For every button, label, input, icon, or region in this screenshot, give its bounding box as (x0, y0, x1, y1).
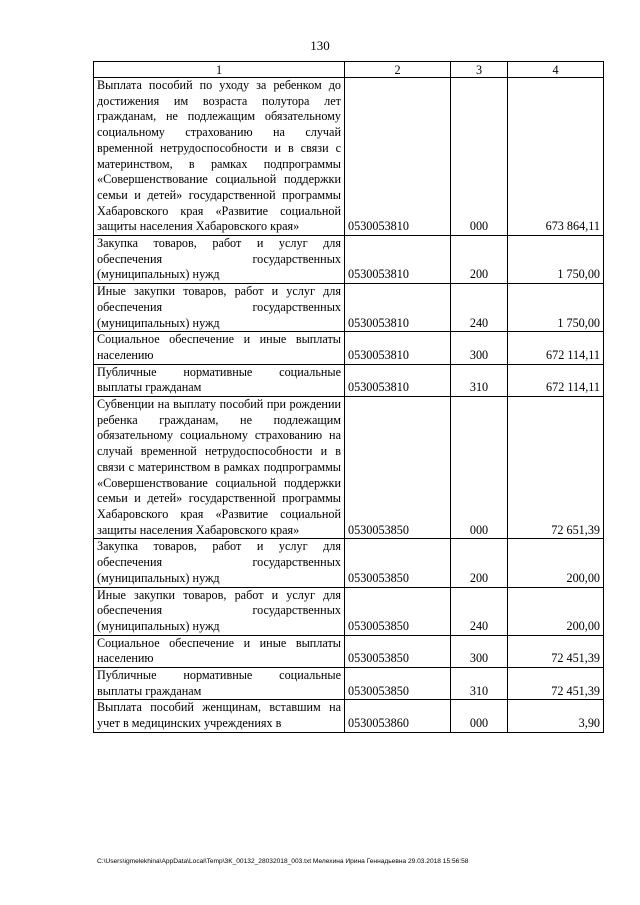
row-description: Субвенции на выплату пособий при рождении ребенка гражданам, не подлежащим обязательному социальному страхованию на случай временной нетрудоспособности и в связи с материнством в рамках подпрограммы «Совершенствование социальной поддержки семьи и детей» государственной программы Хабаровского края «Развитие социальной защиты населения Хабаровского края» (94, 397, 345, 539)
row-amount: 1 750,00 (508, 236, 604, 284)
row-expense-type: 240 (451, 284, 508, 332)
row-amount: 1 750,00 (508, 284, 604, 332)
row-amount: 672 114,11 (508, 332, 604, 364)
table-row (94, 587, 604, 635)
table-row (94, 364, 604, 396)
column-header-4: 4 (508, 62, 604, 78)
row-description: Выплата пособий женщинам, вставшим на учет в медицинских учреждениях в (94, 700, 345, 732)
row-target-code: 0530053850 (345, 668, 451, 700)
column-header-2: 2 (345, 62, 451, 78)
row-target-code: 0530053810 (345, 364, 451, 396)
row-amount: 673 864,11 (508, 78, 604, 236)
table-header-row (94, 62, 604, 78)
row-expense-type: 000 (451, 397, 508, 539)
table-row (94, 236, 604, 284)
row-expense-type: 200 (451, 539, 508, 587)
row-amount: 200,00 (508, 539, 604, 587)
row-expense-type: 310 (451, 668, 508, 700)
column-header-3: 3 (451, 62, 508, 78)
row-description: Социальное обеспечение и иные выплаты населению (94, 635, 345, 667)
row-description: Закупка товаров, работ и услуг для обеспечения государственных (муниципальных) нужд (94, 236, 345, 284)
row-expense-type: 000 (451, 700, 508, 732)
page-number: 130 (310, 38, 330, 53)
row-expense-type: 300 (451, 635, 508, 667)
row-target-code: 0530053850 (345, 539, 451, 587)
row-description: Публичные нормативные социальные выплаты гражданам (94, 364, 345, 396)
row-expense-type: 000 (451, 78, 508, 236)
row-target-code: 0530053860 (345, 700, 451, 732)
row-amount: 72 451,39 (508, 668, 604, 700)
row-expense-type: 240 (451, 587, 508, 635)
row-target-code: 0530053810 (345, 236, 451, 284)
table-row (94, 332, 604, 364)
table-row (94, 78, 604, 236)
row-amount: 672 114,11 (508, 364, 604, 396)
table-row (94, 284, 604, 332)
table-row (94, 397, 604, 539)
row-amount: 72 651,39 (508, 397, 604, 539)
row-expense-type: 200 (451, 236, 508, 284)
row-target-code: 0530053850 (345, 587, 451, 635)
row-description: Публичные нормативные социальные выплаты гражданам (94, 668, 345, 700)
row-expense-type: 300 (451, 332, 508, 364)
row-amount: 3,90 (508, 700, 604, 732)
row-description: Закупка товаров, работ и услуг для обеспечения государственных (муниципальных) нужд (94, 539, 345, 587)
row-amount: 72 451,39 (508, 635, 604, 667)
row-target-code: 0530053850 (345, 635, 451, 667)
row-description: Выплата пособий по уходу за ребенком до достижения им возраста полутора лет гражданам, не подлежащим обязательному социальному страхованию на случай временной нетрудоспособности и в связи с материнством, в рамках подпрограммы «Совершенствование социальной поддержки семьи и детей» государственной программы Хабаровского края «Развитие социальной защиты населения Хабаровского края» (94, 78, 345, 236)
file-path-footer: C:\Users\igmelekhina\AppData\Local\Temp\3K_00132_28032018_003.txt Мелехина Ирина Геннадьевна 29.03.2018 15:56:58 (97, 858, 469, 865)
row-expense-type: 310 (451, 364, 508, 396)
budget-table (93, 61, 604, 733)
row-target-code: 0530053810 (345, 332, 451, 364)
table-row (94, 668, 604, 700)
table-row (94, 700, 604, 732)
row-target-code: 0530053810 (345, 284, 451, 332)
column-header-1: 1 (94, 62, 345, 78)
row-target-code: 0530053810 (345, 78, 451, 236)
table-row (94, 539, 604, 587)
row-target-code: 0530053850 (345, 397, 451, 539)
table-row (94, 635, 604, 667)
row-description: Иные закупки товаров, работ и услуг для обеспечения государственных (муниципальных) нужд (94, 284, 345, 332)
row-description: Социальное обеспечение и иные выплаты населению (94, 332, 345, 364)
row-amount: 200,00 (508, 587, 604, 635)
row-description: Иные закупки товаров, работ и услуг для обеспечения государственных (муниципальных) нужд (94, 587, 345, 635)
